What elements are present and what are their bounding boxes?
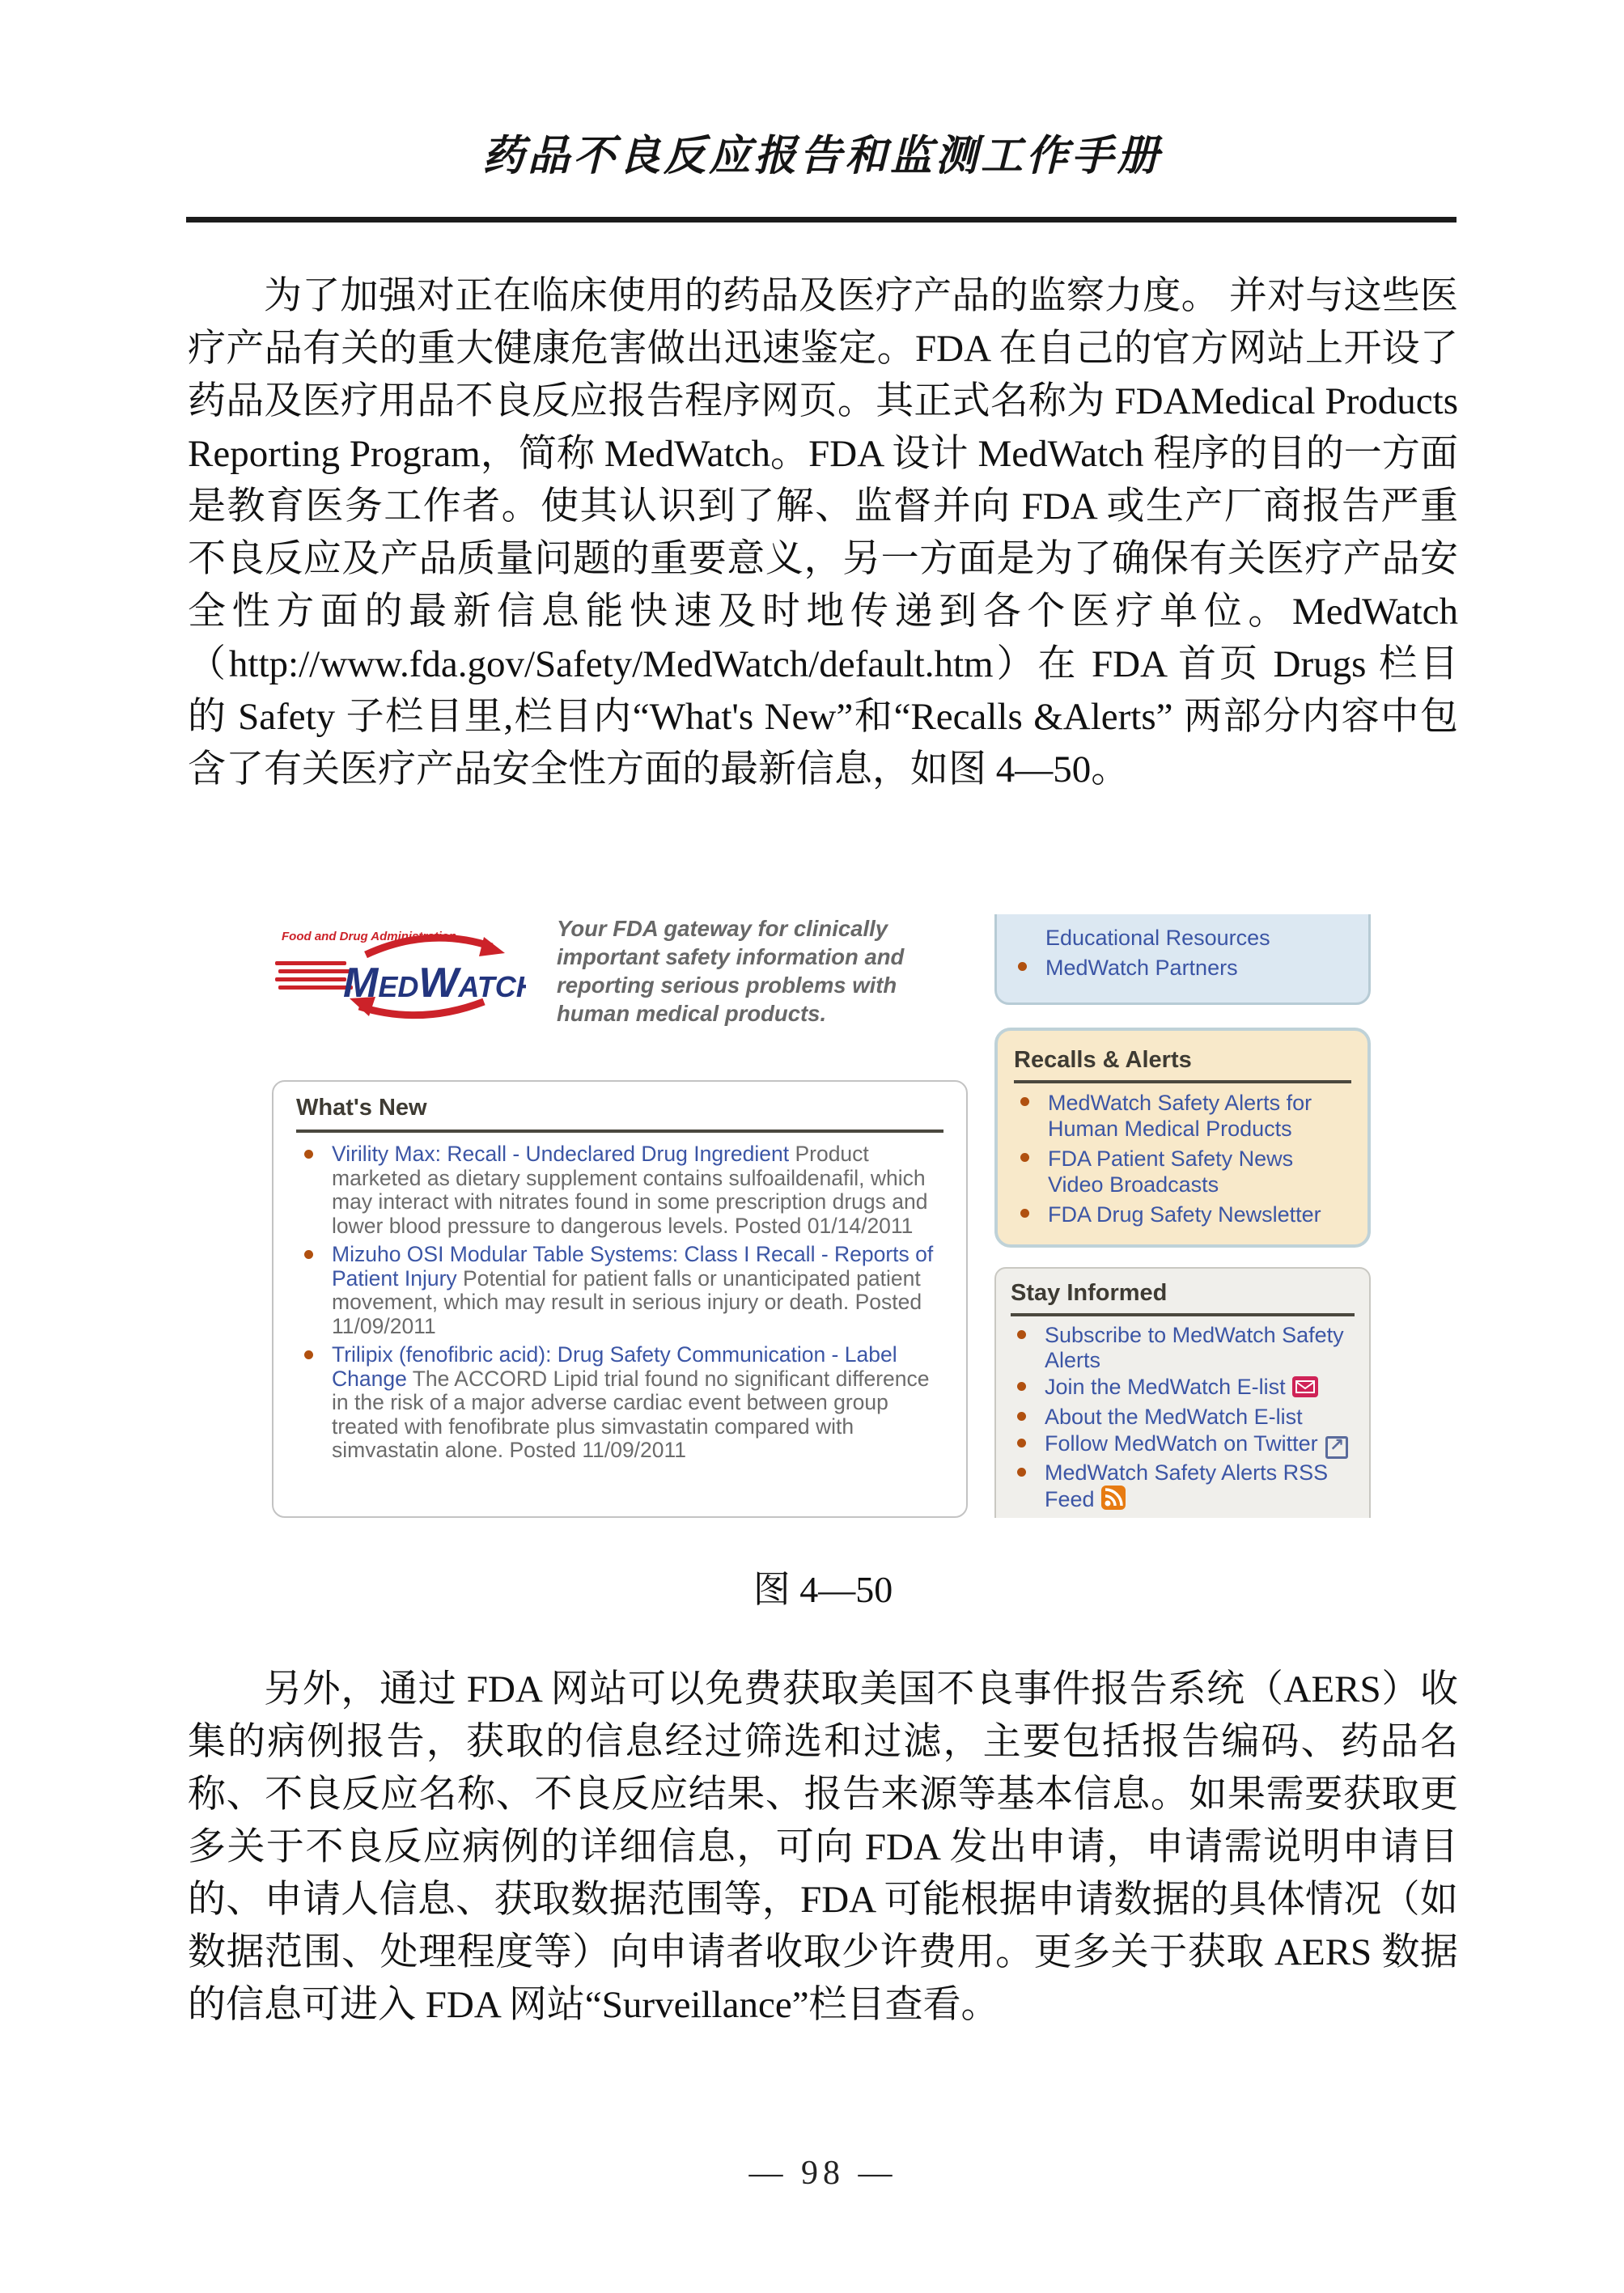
stay-informed-list bbox=[1011, 1323, 1355, 1515]
about-elist-link[interactable]: About the MedWatch E-list bbox=[1045, 1405, 1303, 1429]
resources-item-partners bbox=[1011, 955, 1354, 981]
medwatch-screenshot bbox=[272, 914, 1372, 1518]
rss-link[interactable]: MedWatch Safety Alerts RSS Feed bbox=[1045, 1460, 1329, 1511]
follow-twitter-link[interactable]: Follow MedWatch on Twitter bbox=[1045, 1431, 1318, 1456]
whats-new-divider bbox=[296, 1130, 943, 1133]
news-link[interactable]: Trilipix (fenofibric acid): Drug Safety Communication - Label Change bbox=[332, 1342, 897, 1391]
paragraph-aers: 另外，通过 FDA 网站可以免费获取美国不良事件报告系统（AERS）收集的病例报告，获取的信息经过筛选和过滤，主要包括报告编码、药品名称、不良反应名称、不良反应结果、报告来源等基本信息。如果需要获取更多关于不良反应病例的详细信息，可向 FDA 发出申请，申请需说明申请目的、申请人信息、获取数据范围等，FDA 可能根据申请数据的具体情况（如数据范围、处理程度等）向申请者收取少许费用。更多关于获取 AERS 数据的信息可进入 FDA 网站“Surveillance”栏目查看。 bbox=[188, 1668, 1458, 2026]
recalls-item bbox=[1014, 1146, 1351, 1197]
bullet-icon bbox=[1018, 962, 1027, 971]
join-elist-link[interactable]: Join the MedWatch E-list bbox=[1045, 1375, 1286, 1399]
recalls-link[interactable]: FDA Drug Safety Newsletter bbox=[1048, 1202, 1321, 1227]
resources-box bbox=[994, 914, 1371, 1005]
subscribe-link[interactable]: Subscribe to MedWatch Safety Alerts bbox=[1045, 1323, 1344, 1372]
bullet-icon bbox=[304, 1350, 313, 1359]
stay-informed-divider bbox=[1011, 1313, 1355, 1316]
bullet-icon bbox=[304, 1150, 313, 1159]
recalls-alerts-title: Recalls & Alerts bbox=[1014, 1047, 1192, 1073]
paragraph-intro: 为了加强对正在临床使用的药品及医疗产品的监察力度。 并对与这些医疗产品有关的重大健康危害做出迅速鉴定。FDA 在自己的官方网站上开设了药品及医疗用品不良反应报告程序网页。其正式名称为 FDAMedical Products Reporting Program，简称 MedWatch。FDA 设计 MedWatch 程序的目的一方面是教育医务工作者。使其认识到了解、监督并向 FDA 或生产厂商报告严重不良反应及产品质量问题的重要意义，另一方面是为了确保有关医疗产品安全性方面的最新信息能快速及时地传递到各个医疗单位。MedWatch（http://www.fda.gov/Safety/MedWatch/default.htm）在 FDA 首页 Drugs 栏目的 Safety 子栏目里,栏目内“What's New”和“Recalls &Alerts” 两部分内容中包含了有关医疗产品安全性方面的最新信息，如图 4—50。 bbox=[188, 275, 1458, 790]
header-divider bbox=[186, 217, 1457, 223]
news-item bbox=[296, 1343, 943, 1463]
bullet-icon bbox=[1020, 1097, 1029, 1106]
news-link[interactable]: Mizuho OSI Modular Table Systems: Class I Recall - Reports of Patient Injury bbox=[332, 1242, 934, 1291]
medwatch-logo-art bbox=[275, 919, 526, 1024]
news-summary: Product marketed as dietary supplement contains sulfoaildenafil, which may interact with nitrates found in some prescription drugs and lower blood pressure to dangerous levels. Posted 01/14/2011 bbox=[332, 1142, 928, 1238]
medwatch-logo bbox=[275, 919, 526, 1024]
rss-icon[interactable] bbox=[1101, 1486, 1126, 1515]
recalls-alerts-box bbox=[994, 1028, 1371, 1248]
subscribe-item bbox=[1011, 1323, 1355, 1373]
page-number: — 98 — bbox=[748, 2155, 897, 2192]
bullet-icon bbox=[1020, 1153, 1029, 1162]
external-link-icon[interactable]: ↗ bbox=[1325, 1436, 1348, 1459]
speed-lines-icon bbox=[275, 961, 353, 990]
bullet-icon bbox=[304, 1250, 313, 1259]
resources-item-educational bbox=[1011, 925, 1354, 951]
page-title: 药品不良反应报告和监测工作手册 bbox=[481, 133, 1162, 180]
news-item bbox=[296, 1243, 943, 1338]
stay-informed-box bbox=[994, 1267, 1371, 1518]
about-elist-item bbox=[1011, 1405, 1355, 1430]
stay-informed-title: Stay Informed bbox=[1011, 1280, 1168, 1306]
recalls-item bbox=[1014, 1202, 1351, 1227]
recalls-divider bbox=[1014, 1080, 1351, 1083]
resources-list bbox=[1011, 925, 1354, 981]
recalls-item bbox=[1014, 1090, 1351, 1142]
bullet-icon bbox=[1017, 1330, 1026, 1339]
bullet-icon bbox=[1017, 1468, 1026, 1477]
bullet-icon bbox=[1020, 1209, 1029, 1218]
bullet-icon bbox=[1017, 1439, 1026, 1447]
news-item bbox=[296, 1142, 943, 1238]
educational-resources-link[interactable]: Educational Resources bbox=[1045, 926, 1270, 950]
medwatch-partners-link[interactable]: MedWatch Partners bbox=[1045, 956, 1238, 980]
recalls-link[interactable]: MedWatch Safety Alerts for Human Medical Products bbox=[1048, 1091, 1312, 1141]
whats-new-box bbox=[272, 1080, 968, 1518]
news-summary: The ACCORD Lipid trial found no significant difference in the risk of a major adverse cardiac event between group treated with fenofibrate plus simvastatin compared with simvastatin alone. Posted 11/09/2011 bbox=[332, 1366, 930, 1462]
news-summary: Potential for patient falls or unanticipated patient movement, which may result in serious injury or death. Posted 11/09/2011 bbox=[332, 1265, 922, 1338]
recalls-list bbox=[1014, 1090, 1351, 1227]
whats-new-title: What's New bbox=[296, 1095, 427, 1121]
brand-text: MedWatch bbox=[343, 960, 526, 1007]
follow-twitter-item bbox=[1011, 1431, 1355, 1459]
medwatch-tagline: Your FDA gateway for clinically important safety information and reporting serious problems with human medical products. bbox=[557, 916, 905, 1026]
figure-caption: 图 4—50 bbox=[753, 1569, 893, 1610]
rss-item bbox=[1011, 1460, 1355, 1515]
envelope-icon[interactable] bbox=[1292, 1376, 1318, 1403]
bullet-icon bbox=[1017, 1382, 1026, 1391]
join-elist-item bbox=[1011, 1375, 1355, 1403]
recalls-link[interactable]: FDA Patient Safety News Video Broadcasts bbox=[1048, 1146, 1294, 1197]
news-link[interactable]: Virility Max: Recall - Undeclared Drug Ingredient bbox=[332, 1142, 790, 1166]
bullet-icon bbox=[1017, 1412, 1026, 1421]
fda-agency-text: Food and Drug Administration bbox=[282, 930, 457, 943]
whats-new-list bbox=[296, 1142, 943, 1463]
